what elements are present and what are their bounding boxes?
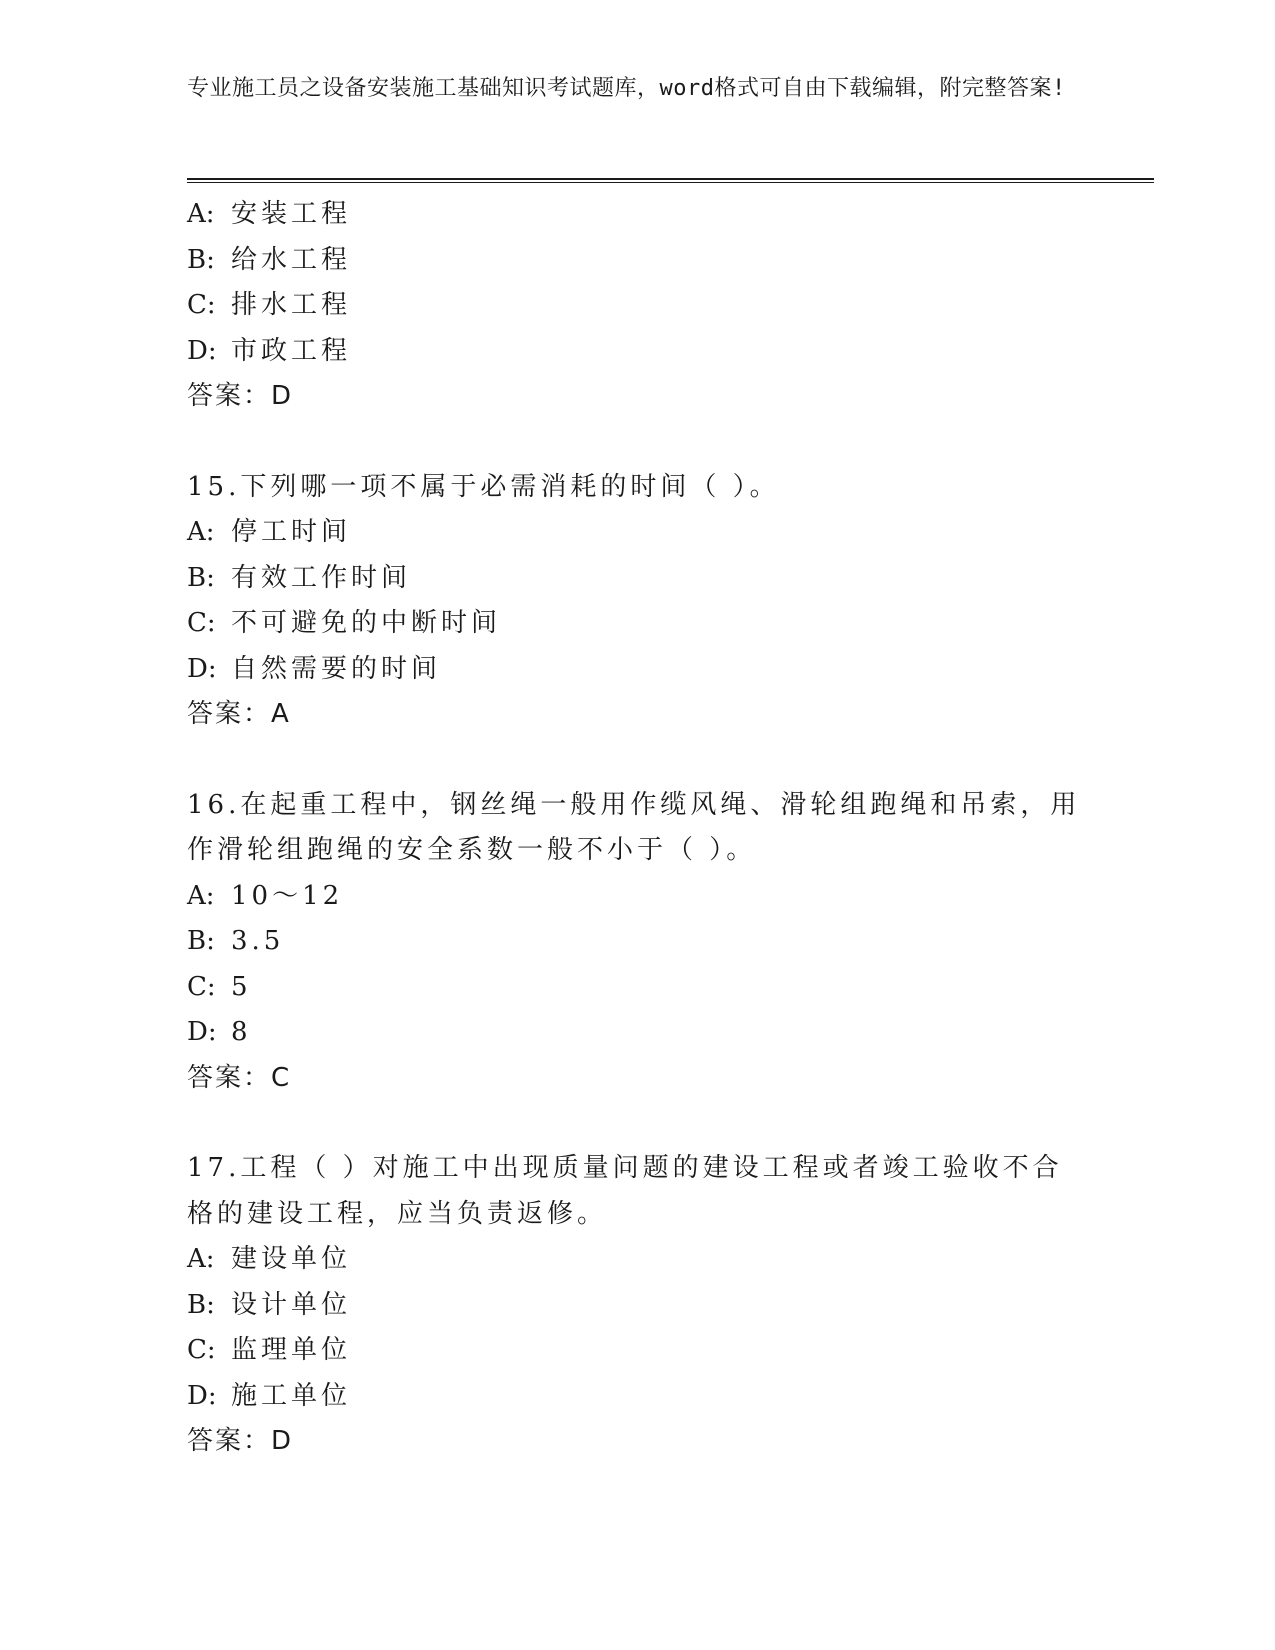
option-a: A: 安装工程 — [187, 199, 352, 229]
option-b: B: 有效工作时间 — [187, 562, 412, 593]
option-d: D: 8 — [187, 1017, 252, 1047]
option-c: C: 排水工程 — [187, 290, 352, 320]
option-d: D: 自然需要的时间 — [187, 653, 442, 684]
option-b: B: 给水工程 — [187, 244, 352, 275]
question-stem: 16.在起重工程中，钢丝绳一般用作缆风绳、滑轮组跑绳和吊索，用作滑轮组跑绳的安全系数一般不小于（ ）。 — [187, 789, 1081, 865]
header-rule — [187, 178, 1154, 183]
question-stem: 17.工程（ ）对施工中出现质量问题的建设工程或者竣工验收不合格的建设工程，应当负责返修。 — [187, 1153, 1063, 1229]
option-d: D: 施工单位 — [187, 1380, 352, 1411]
question-block-16 — [187, 783, 1087, 1102]
page-header: 专业施工员之设备安装施工基础知识考试题库，word格式可自由下载编辑，附完整答案! — [187, 76, 1066, 101]
question-stem: 15.下列哪一项不属于必需消耗的时间（ ）。 — [187, 471, 780, 502]
option-c: C: 监理单位 — [187, 1335, 352, 1365]
answer-line: 答案：D — [187, 381, 294, 411]
option-d: D: 市政工程 — [187, 335, 352, 366]
document-content — [187, 192, 1087, 1465]
option-c: C: 5 — [187, 971, 252, 1002]
option-b: B: 3.5 — [187, 926, 285, 956]
question-block-partial — [187, 192, 1087, 420]
option-a: A: 停工时间 — [187, 517, 352, 547]
answer-line: 答案：A — [187, 699, 291, 729]
option-a: A: 10～12 — [187, 880, 344, 911]
question-block-15 — [187, 465, 1087, 738]
option-a: A: 建设单位 — [187, 1244, 352, 1274]
option-c: C: 不可避免的中断时间 — [187, 608, 502, 638]
option-b: B: 设计单位 — [187, 1289, 352, 1320]
answer-line: 答案：D — [187, 1426, 294, 1456]
answer-line: 答案：C — [187, 1062, 292, 1093]
question-block-17 — [187, 1146, 1087, 1465]
